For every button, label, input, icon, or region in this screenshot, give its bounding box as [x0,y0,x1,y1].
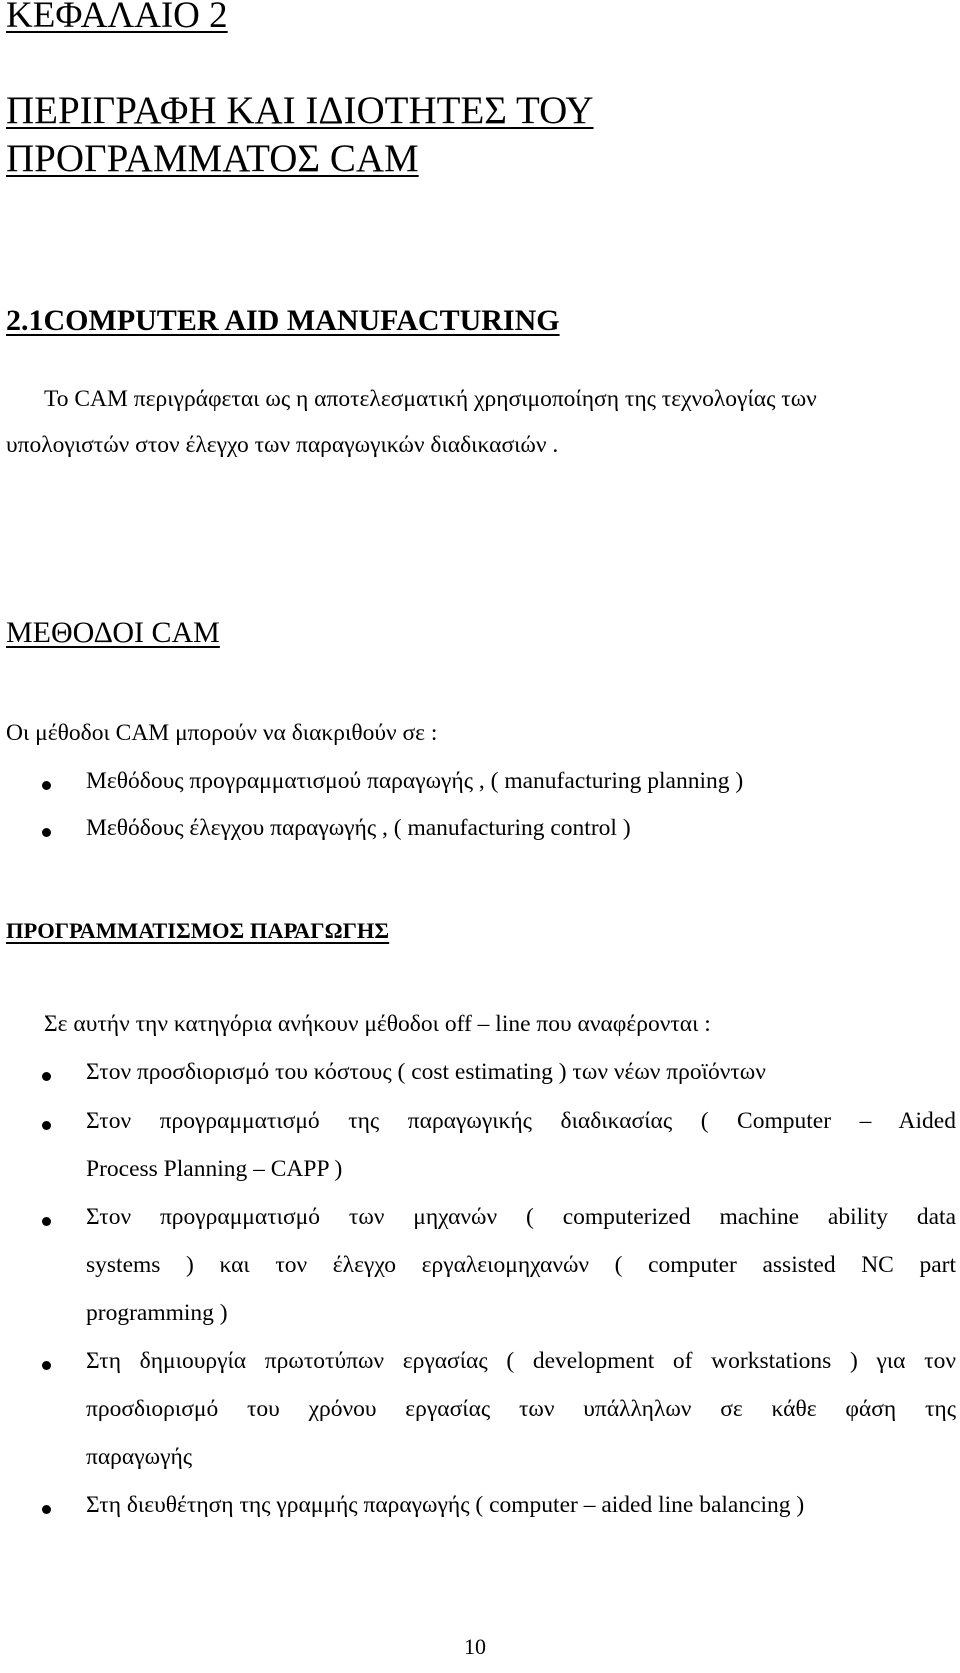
planning-item-5-line-1: Στη διευθέτηση της γραμμής παραγωγής ( computer – aided line balancing ) [86,1492,805,1518]
planning-intro: Σε αυτήν την κατηγόρια ανήκουν μέθοδοι off – line που αναφέρονται : [44,1011,711,1037]
planning-item-2-line-2: Process Planning – CAPP ) [86,1156,343,1182]
planning-item-2-line-1: Στον προγραμματισμό της παραγωγικής διαδικασίας ( Computer – Aided [86,1108,956,1134]
document-title-line-2: ΠΡΟΓΡΑΜΜΑΤΟΣ CAM [6,137,419,180]
methods-heading: ΜΕΘΟΔΟΙ CAM [6,616,220,649]
methods-item-1: Μεθόδους προγραμματισμού παραγωγής , ( manufacturing planning ) [86,768,744,794]
bullet-icon [42,1505,51,1514]
methods-intro: Οι μέθοδοι CAM μπορούν να διακριθούν σε : [6,720,438,746]
chapter-label: ΚΕΦΑΛΑΙΟ 2 [6,0,228,36]
bullet-icon [42,1217,51,1226]
bullet-icon [42,828,51,837]
planning-item-3-line-3: programming ) [86,1300,228,1326]
section-heading: 2.1COMPUTER AID MANUFACTURING [6,304,560,337]
bullet-icon [42,781,51,790]
planning-heading: ΠΡΟΓΡΑΜΜΑΤΙΣΜΟΣ ΠΑΡΑΓΩΓΗΣ [6,918,390,943]
planning-item-3-line-2: systems ) και τον έλεγχο εργαλειομηχανών ( computer assisted NC part [86,1252,956,1278]
planning-item-4-line-2: προσδιορισμό του χρόνου εργασίας των υπάλληλων σε κάθε φάση της [86,1396,956,1422]
section-intro-line-1: Το CAM περιγράφεται ως η αποτελεσματική χρησιμοποίηση της τεχνολογίας των [44,386,817,412]
bullet-icon [42,1121,51,1130]
bullet-icon [42,1072,51,1081]
bullet-icon [42,1361,51,1370]
planning-item-1-line-1: Στον προσδιορισμό του κόστους ( cost estimating ) των νέων προϊόντων [86,1059,766,1085]
planning-item-4-line-1: Στη δημιουργία πρωτοτύπων εργασίας ( development of workstations ) για τον [86,1348,956,1374]
section-intro-line-2: υπολογιστών στον έλεγχο των παραγωγικών διαδικασιών . [6,432,559,458]
planning-item-3-line-1: Στον προγραμματισμό των μηχανών ( computerized machine ability data [86,1204,956,1230]
page-number: 10 [464,1634,486,1659]
methods-item-2: Μεθόδους έλεγχου παραγωγής , ( manufacturing control ) [86,815,631,841]
document-title-line-1: ΠΕΡΙΓΡΑΦΗ ΚΑΙ ΙΔΙΟΤΗΤΕΣ ΤΟΥ [6,89,594,132]
planning-item-4-line-3: παραγωγής [86,1444,193,1470]
